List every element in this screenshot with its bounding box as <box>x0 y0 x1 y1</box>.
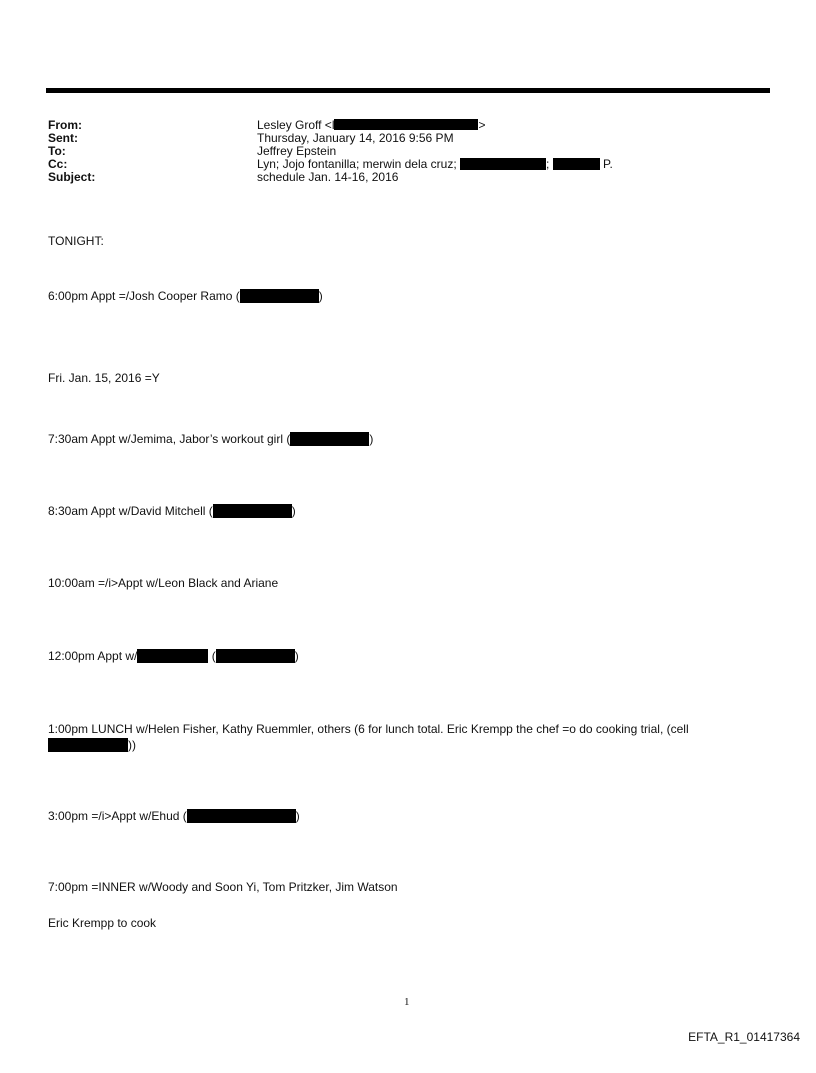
cc-label: Cc: <box>48 157 68 171</box>
line-text: 1:00pm LUNCH w/Helen Fisher, Kathy Ruemmler, others (6 for lunch total. Eric Krempp the chef =o do cooking trial, (cell <box>48 722 689 736</box>
to-value: Jeffrey Epstein <box>257 144 337 158</box>
line-text: 7:30am Appt w/Jemima, Jabor’s workout girl ( <box>48 432 291 446</box>
schedule-line <box>48 432 373 447</box>
paren: )) <box>128 738 136 752</box>
redaction <box>240 289 319 303</box>
redaction <box>290 432 369 446</box>
redaction <box>213 504 292 518</box>
subject-label: Subject: <box>48 170 96 184</box>
line-text: 3:00pm =/i>Appt w/Ehud ( <box>48 809 187 823</box>
cc-sep: ; <box>546 157 550 171</box>
redaction <box>216 649 295 663</box>
bates-number: EFTA_R1_01417364 <box>688 1030 800 1044</box>
schedule-line <box>48 289 323 304</box>
header-rule <box>46 88 770 93</box>
line-text: 8:30am Appt w/David Mitchell ( <box>48 504 213 518</box>
paren: ) <box>318 289 323 303</box>
paren: ( <box>208 649 216 663</box>
sent-value: Thursday, January 14, 2016 9:56 PM <box>257 131 454 145</box>
schedule-line <box>48 721 768 753</box>
schedule-line: 10:00am =/i>Appt w/Leon Black and Ariane <box>48 576 279 590</box>
cc-end: P. <box>603 157 613 171</box>
schedule-line: 7:00pm =INNER w/Woody and Soon Yi, Tom Pritzker, Jim Watson <box>48 880 398 894</box>
to-label: To: <box>48 144 66 158</box>
from-label: From: <box>48 118 82 132</box>
redaction <box>187 809 296 823</box>
paren: ) <box>295 809 300 823</box>
schedule-line <box>48 504 296 519</box>
page-number: 1 <box>404 996 410 1008</box>
day-heading: Fri. Jan. 15, 2016 =Y <box>48 371 160 385</box>
from-text: Lesley Groff <l <box>257 118 335 132</box>
paren: ) <box>369 432 374 446</box>
redaction <box>137 649 208 663</box>
schedule-line: Eric Krempp to cook <box>48 916 157 930</box>
redaction <box>460 158 546 170</box>
schedule-line <box>48 809 300 824</box>
redaction <box>553 158 600 170</box>
sent-label: Sent: <box>48 131 78 145</box>
paren: ) <box>294 649 299 663</box>
tonight-heading: TONIGHT: <box>48 234 104 248</box>
paren: ) <box>291 504 296 518</box>
subject-value: schedule Jan. 14-16, 2016 <box>257 170 399 184</box>
line-text: 12:00pm Appt w/ <box>48 649 138 663</box>
schedule-line <box>48 649 299 664</box>
redaction <box>334 119 478 130</box>
line-text: 6:00pm Appt =/Josh Cooper Ramo ( <box>48 289 240 303</box>
redaction <box>48 738 128 752</box>
cc-text: Lyn; Jojo fontanilla; merwin dela cruz; <box>257 157 457 171</box>
from-end: > <box>478 118 486 132</box>
